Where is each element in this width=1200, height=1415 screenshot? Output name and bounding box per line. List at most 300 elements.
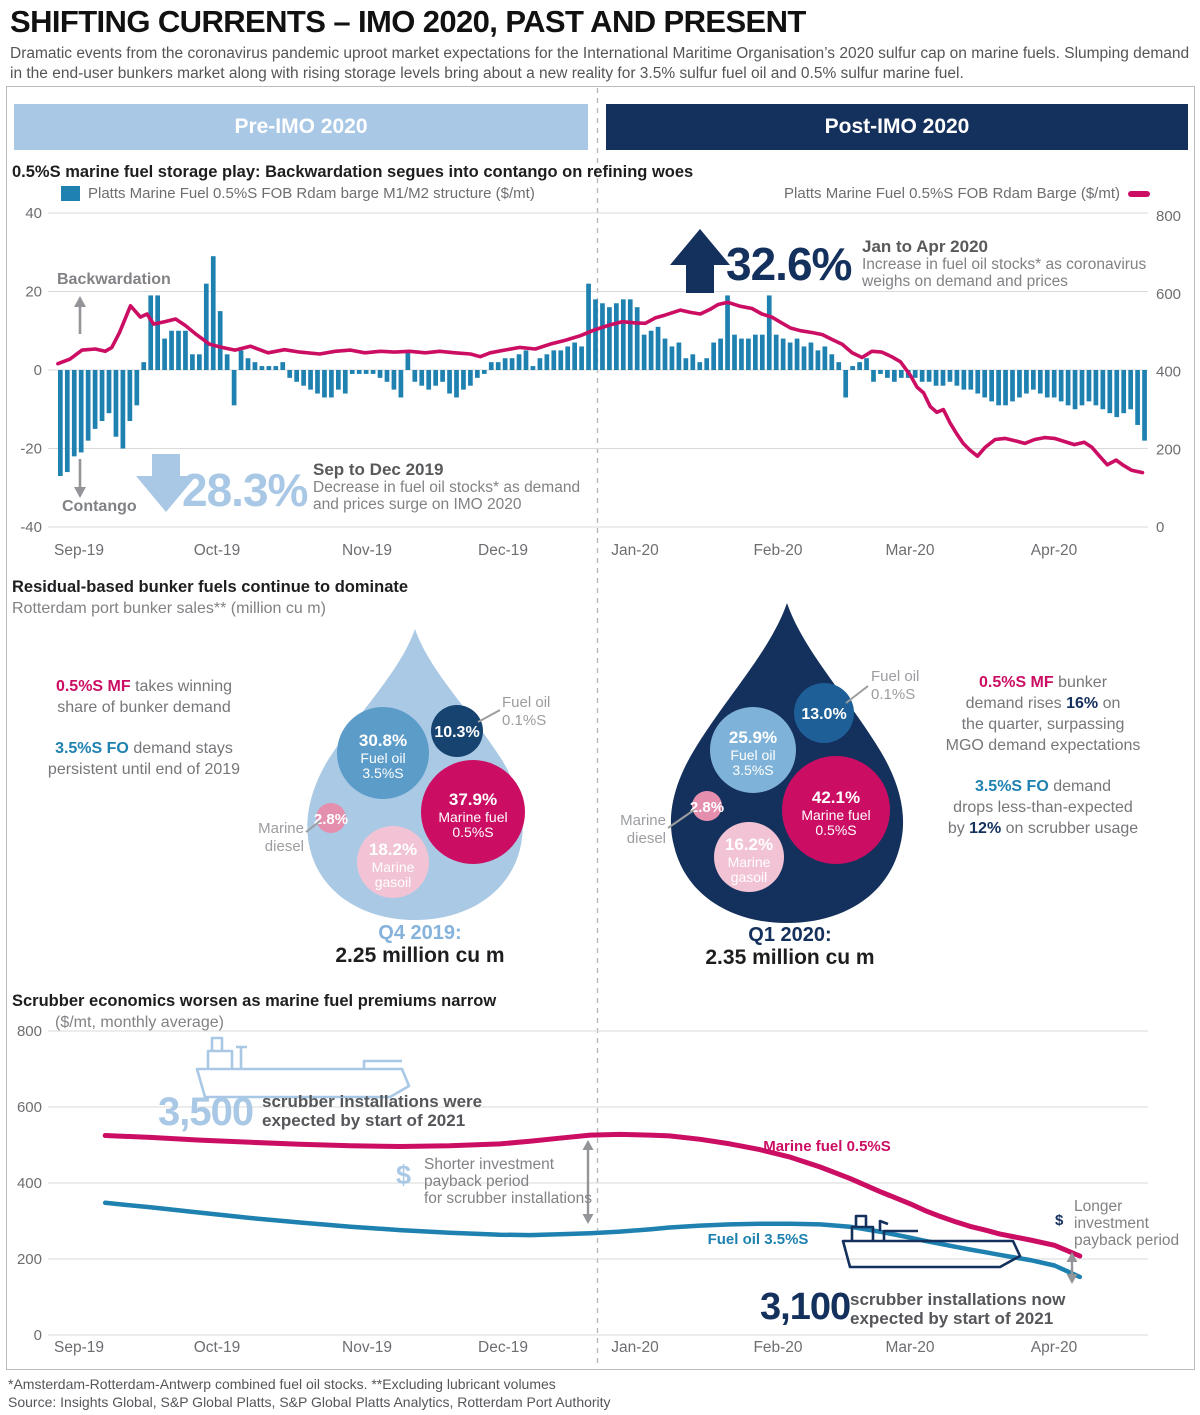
m1m2-structure-bar xyxy=(496,362,501,370)
m1m2-structure-bar xyxy=(204,284,209,370)
m1m2-structure-bar xyxy=(600,303,605,370)
scrubber-expected-line2: expected by start of 2021 xyxy=(262,1111,466,1130)
x-axis-month-label: Apr-20 xyxy=(1030,542,1078,559)
note-right-segment: MGO demand expectations xyxy=(945,737,1141,754)
era-banner-post-imo xyxy=(606,104,1188,150)
droplet-left-total: 2.25 million cu m xyxy=(335,944,505,967)
m1m2-structure-bar xyxy=(663,339,668,370)
m1m2-structure-bar xyxy=(1121,370,1126,413)
m1m2-structure-bar xyxy=(1101,370,1106,409)
callout-line: Fuel oil xyxy=(502,694,551,711)
x-axis-month-label: Apr-20 xyxy=(1030,1339,1078,1356)
m1m2-structure-bar xyxy=(350,370,355,374)
note-right-segment: drops less-than-expected xyxy=(953,799,1133,816)
bar-series-swatch-icon xyxy=(61,186,80,201)
bunker-notes-right xyxy=(930,672,1156,859)
m1m2-structure-bar xyxy=(871,370,876,382)
m1m2-structure-bar xyxy=(843,370,848,397)
note-right-segment: demand rises xyxy=(965,695,1067,712)
m1m2-structure-bar xyxy=(447,370,452,394)
droplet-right-period: Q1 2020: xyxy=(748,924,832,946)
callout-marine-diesel-left xyxy=(238,820,304,856)
callout-line: diesel xyxy=(264,838,304,855)
m1m2-structure-bar xyxy=(746,339,751,370)
scrubber-expected-line1: scrubber installations were xyxy=(262,1092,483,1111)
m1m2-structure-bar xyxy=(753,335,758,370)
y-axis-tick-left: -20 xyxy=(20,440,42,458)
m1m2-structure-bar xyxy=(739,339,744,370)
m1m2-structure-bar xyxy=(176,331,181,370)
m1m2-structure-bar xyxy=(72,370,77,456)
callout-line: Marine xyxy=(258,820,304,837)
y-axis-tick: 600 xyxy=(16,1099,42,1116)
x-axis-month-label: Dec-19 xyxy=(478,1339,528,1356)
y-axis-tick: 0 xyxy=(33,1327,42,1344)
scrubber-count-now: 3,100 xyxy=(760,1286,851,1328)
m1m2-structure-bar xyxy=(690,354,695,370)
x-axis-month-label: Feb-20 xyxy=(753,542,803,559)
shorter-payback-text xyxy=(424,1156,592,1207)
m1m2-structure-bar xyxy=(864,358,869,370)
m1m2-structure-bar xyxy=(503,358,508,370)
m1m2-structure-bar xyxy=(211,256,216,370)
chart2-title: Residual-based bunker fuels continue to dominate xyxy=(12,578,409,596)
bunker-droplets-chart xyxy=(306,603,903,923)
m1m2-structure-bar xyxy=(829,354,834,370)
chart2-subtitle: Rotterdam port bunker sales** (million cu m) xyxy=(12,600,326,617)
m1m2-structure-bar xyxy=(148,295,153,370)
note-right-segment: by xyxy=(947,820,970,837)
m1m2-structure-bar xyxy=(86,370,91,441)
note-left-paragraph-0 xyxy=(28,676,260,718)
m1m2-structure-bar xyxy=(524,350,529,370)
y-axis-tick: 200 xyxy=(16,1251,42,1268)
m1m2-structure-bar xyxy=(941,370,946,386)
increase-annotation-line2: weighs on demand and prices xyxy=(862,272,1068,290)
longer-payback-line2: investment xyxy=(1074,1215,1149,1232)
x-axis-month-label: Nov-19 xyxy=(342,1339,392,1356)
m1m2-structure-bar xyxy=(93,370,98,429)
m1m2-structure-bar xyxy=(301,370,306,386)
m1m2-structure-bar xyxy=(802,346,807,370)
m1m2-structure-bar xyxy=(732,335,737,370)
m1m2-structure-bar xyxy=(308,370,313,390)
y-axis-tick: 400 xyxy=(16,1175,42,1192)
decrease-annotation-head: Sep to Dec 2019 xyxy=(313,460,444,479)
era-banner-pre-label: Pre-IMO 2020 xyxy=(234,115,368,138)
m1m2-structure-bar xyxy=(378,370,383,378)
bubble-label-marine-diesel: 2.8% xyxy=(689,799,725,816)
m1m2-structure-bar xyxy=(357,370,362,374)
y-axis-tick: 800 xyxy=(16,1023,42,1040)
spread-arrow-icon xyxy=(583,1140,594,1150)
m1m2-structure-bar xyxy=(1045,370,1050,397)
note-right-segment: the quarter, surpassing xyxy=(961,716,1125,733)
line-series-swatch-icon xyxy=(1128,191,1150,197)
note-left-segment: demand stays xyxy=(128,740,233,757)
increase-percent-value: 32.6% xyxy=(726,238,852,290)
callout-line: 0.1%S xyxy=(502,712,547,729)
m1m2-structure-bar xyxy=(79,370,84,452)
callout-fuel-oil-01s-left xyxy=(502,694,550,730)
chart1-legend-bars-label: Platts Marine Fuel 0.5%S FOB Rdam barge M1/M2 structure ($/mt) xyxy=(88,185,535,202)
scrubber-now-line2: expected by start of 2021 xyxy=(850,1309,1054,1328)
increase-annotation-line1: Increase in fuel oil stocks* as coronavirus xyxy=(862,256,1147,273)
m1m2-structure-bar xyxy=(1114,370,1119,417)
note-left-segment: takes winning xyxy=(130,678,233,695)
m1m2-structure-bar xyxy=(1073,370,1078,409)
x-axis-month-label: Mar-20 xyxy=(885,1339,935,1356)
m1m2-structure-bar xyxy=(169,331,174,370)
note-right-segment: 0.5%S MF xyxy=(978,674,1054,691)
bubble-label-marine-gasoil: 16.2% Marine gasoil xyxy=(724,835,774,885)
m1m2-structure-bar xyxy=(635,307,640,370)
x-axis-month-label: Oct-19 xyxy=(193,1339,241,1356)
x-axis-month-label: Jan-20 xyxy=(611,542,659,559)
backwardation-arrow-icon xyxy=(74,296,86,307)
m1m2-structure-bar xyxy=(128,370,133,421)
m1m2-structure-bar xyxy=(1052,370,1057,397)
m1m2-structure-bar xyxy=(364,370,369,374)
scrubber-expected-text xyxy=(262,1092,482,1130)
m1m2-structure-bar xyxy=(371,370,376,374)
m1m2-structure-bar xyxy=(1059,370,1064,401)
longer-payback-line3: payback period xyxy=(1074,1232,1180,1249)
y-axis-tick-right: 400 xyxy=(1156,363,1182,381)
m1m2-structure-bar xyxy=(684,358,689,370)
m1m2-structure-bar xyxy=(107,370,112,413)
y-axis-tick-right: 800 xyxy=(1156,208,1182,225)
backwardation-label: Backwardation xyxy=(57,271,171,288)
m1m2-structure-bar xyxy=(558,350,563,370)
m1m2-structure-bar xyxy=(468,370,473,386)
m1m2-structure-bar xyxy=(315,370,320,394)
m1m2-structure-bar xyxy=(809,343,814,370)
m1m2-structure-bar xyxy=(968,370,973,390)
m1m2-structure-bar xyxy=(899,370,904,378)
note-right-segment: 16% xyxy=(1066,695,1099,712)
chart1-legend-bars xyxy=(61,185,535,202)
m1m2-structure-bar xyxy=(343,370,348,394)
bubble-label-marine-gasoil: 18.2% Marine gasoil xyxy=(368,840,418,890)
m1m2-structure-bar xyxy=(65,370,70,472)
m1m2-structure-bar xyxy=(1128,370,1133,409)
m1m2-structure-bar xyxy=(788,343,793,370)
m1m2-structure-bar xyxy=(628,299,633,370)
bubble-label-marine-fuel-0.5s: 42.1% Marine fuel 0.5%S xyxy=(801,788,871,838)
chart1-legend-line-label: Platts Marine Fuel 0.5%S FOB Rdam Barge ($/mt) xyxy=(784,185,1120,202)
note-right-segment: demand xyxy=(1048,778,1112,795)
m1m2-structure-bar xyxy=(1087,370,1092,401)
m1m2-structure-bar xyxy=(593,299,598,370)
bubble-label-fuel-oil-3.5s: 30.8% Fuel oil 3.5%S xyxy=(358,731,408,781)
m1m2-structure-bar xyxy=(614,303,619,370)
m1m2-structure-bar xyxy=(572,343,577,370)
m1m2-structure-bar xyxy=(1024,370,1029,394)
note-left-segment: share of bunker demand xyxy=(57,699,231,716)
note-right-segment: 12% xyxy=(969,820,1002,837)
m1m2-structure-bar xyxy=(649,331,654,370)
m1m2-structure-bar xyxy=(816,350,821,370)
note-right-paragraph-1 xyxy=(930,776,1156,839)
m1m2-structure-bar xyxy=(975,370,980,394)
note-left-segment: persistent until end of 2019 xyxy=(47,761,241,778)
page-subtitle: Dramatic events from the coronavirus pandemic uproot market expectations for the International Maritime Organisation’s 2020 sulfur cap on marine fuels. Slumping demand in the end-user bunkers market along with rising storage levels bring about a new reality for 3.5% sulfur fuel oil and 0.5% sulfur marine fuel. xyxy=(10,45,1190,82)
m1m2-structure-bar xyxy=(955,370,960,386)
cargo-ship-light-icon xyxy=(197,1038,409,1097)
m1m2-structure-bar xyxy=(982,370,987,397)
m1m2-structure-bar xyxy=(482,370,487,374)
m1m2-structure-bar xyxy=(718,339,723,370)
fuel-oil-line-label: Fuel oil 3.5%S xyxy=(707,1231,809,1248)
x-axis-month-label: Oct-19 xyxy=(193,542,241,559)
chart3-title: Scrubber economics worsen as marine fuel premiums narrow xyxy=(12,992,497,1010)
y-axis-tick-right: 0 xyxy=(1156,519,1165,536)
scrubber-now-line1: scrubber installations now xyxy=(850,1290,1066,1309)
m1m2-structure-bar xyxy=(565,346,570,370)
m1m2-structure-bar xyxy=(183,331,188,370)
m1m2-structure-bar xyxy=(134,370,139,405)
m1m2-structure-bar xyxy=(406,350,411,370)
m1m2-structure-bar xyxy=(475,370,480,378)
m1m2-structure-bar xyxy=(711,343,716,370)
m1m2-structure-bar xyxy=(412,370,417,382)
m1m2-structure-bar xyxy=(260,366,265,370)
m1m2-structure-bar xyxy=(426,370,431,390)
m1m2-structure-bar xyxy=(1142,370,1147,441)
callout-marine-diesel-right xyxy=(600,812,666,848)
m1m2-structure-bar xyxy=(579,346,584,370)
m1m2-structure-bar xyxy=(440,370,445,382)
m1m2-structure-bar xyxy=(927,370,932,382)
x-axis-month-label: Jan-20 xyxy=(611,1339,659,1356)
m1m2-structure-bar xyxy=(225,354,230,370)
y-axis-tick-left: 0 xyxy=(33,362,42,379)
bunker-notes-left xyxy=(28,676,260,800)
note-left-segment: 0.5%S MF xyxy=(55,678,131,695)
m1m2-structure-bar xyxy=(58,370,63,476)
decrease-percent-value: 28.3% xyxy=(182,464,308,516)
page-title: SHIFTING CURRENTS – IMO 2020, PAST AND PRESENT xyxy=(10,4,806,39)
m1m2-structure-bar xyxy=(162,339,167,370)
shorter-payback-line3: for scrubber installations xyxy=(424,1190,592,1207)
x-axis-month-label: Feb-20 xyxy=(753,1339,803,1356)
y-axis-tick-left: 40 xyxy=(25,205,42,222)
m1m2-structure-bar xyxy=(656,327,661,370)
decrease-annotation-line2: and prices surge on IMO 2020 xyxy=(313,495,522,513)
contango-arrow-icon xyxy=(74,487,86,498)
bubble-label-marine-fuel-0.5s: 37.9% Marine fuel 0.5%S xyxy=(438,790,508,840)
m1m2-structure-bar xyxy=(1094,370,1099,405)
m1m2-structure-bar xyxy=(190,354,195,370)
footnote: *Amsterdam-Rotterdam-Antwerp combined fuel oil stocks. **Excluding lubricant volumes xyxy=(8,1376,556,1392)
longer-payback-line1: Longer xyxy=(1074,1198,1123,1215)
m1m2-structure-bar xyxy=(1010,370,1015,401)
m1m2-structure-bar xyxy=(336,370,341,390)
m1m2-structure-bar xyxy=(461,370,466,390)
era-banner-post-label: Post-IMO 2020 xyxy=(824,115,970,138)
callout-connector-line xyxy=(846,686,868,703)
m1m2-structure-bar xyxy=(989,370,994,401)
droplet-right-total: 2.35 million cu m xyxy=(705,946,875,969)
m1m2-structure-bar xyxy=(781,339,786,370)
m1m2-structure-bar xyxy=(531,366,536,370)
callout-line: diesel xyxy=(626,830,666,847)
chart1-title: 0.5%S marine fuel storage play: Backwardation segues into contango on refining woes xyxy=(12,163,694,181)
x-axis-month-label: Nov-19 xyxy=(342,542,392,559)
m1m2-structure-bar xyxy=(677,343,682,370)
m1m2-structure-bar xyxy=(836,362,841,370)
bubble-label-fuel-oil-0.1s: 13.0% xyxy=(801,706,847,723)
m1m2-structure-bar xyxy=(913,370,918,378)
m1m2-structure-bar xyxy=(329,370,334,397)
m1m2-structure-bar xyxy=(795,339,800,370)
m1m2-structure-bar xyxy=(197,354,202,370)
bubble-label-fuel-oil-3.5s: 25.9% Fuel oil 3.5%S xyxy=(728,728,778,778)
note-left-segment: 3.5%S FO xyxy=(55,740,129,757)
m1m2-structure-bar xyxy=(823,346,828,370)
callout-line: Fuel oil xyxy=(871,668,920,685)
m1m2-structure-bar xyxy=(280,362,285,370)
marine-fuel-line-label: Marine fuel 0.5%S xyxy=(763,1138,891,1155)
x-axis-month-label: Sep-19 xyxy=(54,542,104,559)
note-right-segment: on xyxy=(1098,695,1121,712)
m1m2-structure-bar xyxy=(239,350,244,370)
m1m2-structure-bar xyxy=(920,370,925,382)
bubble-label-marine-diesel: 2.8% xyxy=(313,811,349,828)
dollar-icon-shorter: $ xyxy=(396,1160,412,1190)
bubble-label-fuel-oil-0.1s: 10.3% xyxy=(434,724,480,741)
dollar-icon-longer: $ xyxy=(1055,1212,1064,1229)
m1m2-structure-bar xyxy=(433,370,438,386)
y-axis-tick-left: -40 xyxy=(20,519,42,536)
m1m2-structure-bar xyxy=(273,366,278,370)
longer-payback-text xyxy=(1074,1198,1179,1249)
m1m2-structure-bar xyxy=(385,370,390,382)
note-right-segment: bunker xyxy=(1053,674,1108,691)
m1m2-structure-bar xyxy=(232,370,237,405)
y-axis-tick-right: 200 xyxy=(1156,441,1182,459)
m1m2-structure-bar xyxy=(885,370,890,378)
increase-annotation-head: Jan to Apr 2020 xyxy=(862,237,988,256)
m1m2-structure-bar xyxy=(621,299,626,370)
m1m2-structure-bar xyxy=(392,370,397,390)
m1m2-structure-bar xyxy=(1135,370,1140,425)
m1m2-structure-bar xyxy=(996,370,1001,405)
m1m2-structure-bar xyxy=(141,362,146,370)
note-right-segment: on scrubber usage xyxy=(1001,820,1139,837)
note-right-segment: 3.5%S FO xyxy=(974,778,1049,795)
note-left-paragraph-1 xyxy=(28,738,260,780)
m1m2-structure-bar xyxy=(253,362,258,370)
m1m2-structure-bar xyxy=(767,295,772,370)
m1m2-structure-bar xyxy=(774,335,779,370)
m1m2-structure-bar xyxy=(857,362,862,370)
m1m2-structure-bar xyxy=(760,335,765,370)
x-axis-month-label: Dec-19 xyxy=(478,542,528,559)
increase-annotation-body xyxy=(862,257,1146,290)
price-line-marine-fuel-05s xyxy=(105,1134,1080,1256)
m1m2-structure-bar xyxy=(489,362,494,370)
m1m2-structure-bar xyxy=(962,370,967,390)
m1m2-structure-bar xyxy=(155,295,160,370)
m1m2-structure-bar xyxy=(850,366,855,370)
m1m2-structure-bar xyxy=(510,358,515,370)
y-axis-tick-left: 20 xyxy=(25,283,42,301)
callout-line: Marine xyxy=(620,812,666,829)
m1m2-structure-bar xyxy=(267,366,272,370)
decrease-annotation-line1: Decrease in fuel oil stocks* as demand xyxy=(313,479,581,496)
m1m2-structure-bar xyxy=(1080,370,1085,405)
m1m2-structure-bar xyxy=(551,350,556,370)
m1m2-structure-bar xyxy=(538,358,543,370)
m1m2-structure-bar xyxy=(1107,370,1112,413)
m1m2-structure-bar xyxy=(1031,370,1036,390)
m1m2-structure-bar xyxy=(218,311,223,370)
m1m2-structure-bar xyxy=(419,370,424,386)
y-axis-tick-right: 600 xyxy=(1156,285,1182,303)
m1m2-structure-bar xyxy=(399,370,404,397)
m1m2-structure-bar xyxy=(1017,370,1022,397)
x-axis-month-label: Mar-20 xyxy=(885,542,935,559)
callout-line: 0.1%S xyxy=(871,686,916,703)
contango-label: Contango xyxy=(62,498,137,515)
m1m2-structure-bar xyxy=(545,354,550,370)
x-axis-month-label: Sep-19 xyxy=(54,1339,104,1356)
m1m2-structure-bar xyxy=(878,370,883,374)
chart3-subtitle: ($/mt, monthly average) xyxy=(55,1014,224,1031)
m1m2-structure-bar xyxy=(892,370,897,382)
droplet-left-period: Q4 2019: xyxy=(378,922,462,944)
m1m2-structure-bar xyxy=(1038,370,1043,394)
m1m2-structure-bar xyxy=(642,335,647,370)
m1m2-structure-bar xyxy=(948,370,953,382)
m1m2-structure-bar xyxy=(586,284,591,370)
m1m2-structure-bar xyxy=(704,358,709,370)
scrubber-now-text xyxy=(850,1290,1065,1328)
m1m2-structure-bar xyxy=(114,370,119,437)
m1m2-structure-bar xyxy=(322,370,327,397)
callout-connector-line xyxy=(478,710,500,722)
droplet-right xyxy=(671,603,903,923)
decrease-annotation-body xyxy=(313,480,580,513)
shorter-payback-line1: Shorter investment xyxy=(424,1156,555,1173)
callout-fuel-oil-01s-right xyxy=(871,668,919,704)
up-block-arrow-icon xyxy=(670,229,730,293)
shorter-payback-line2: payback period xyxy=(424,1173,530,1190)
droplet-left xyxy=(307,629,525,920)
m1m2-structure-bar xyxy=(517,354,522,370)
chart1-legend-line xyxy=(784,185,1150,202)
m1m2-structure-bar xyxy=(454,370,459,397)
m1m2-structure-bar xyxy=(1003,370,1008,405)
era-banner-pre-imo xyxy=(14,104,588,150)
spread-arrow-icon xyxy=(583,1214,594,1224)
scrubber-count-expected: 3,500 xyxy=(158,1090,254,1134)
m1m2-structure-bar xyxy=(1066,370,1071,405)
source-line: Source: Insights Global, S&P Global Platts, S&P Global Platts Analytics, Rotterdam Port Authority xyxy=(8,1394,611,1410)
note-right-paragraph-0 xyxy=(930,672,1156,756)
m1m2-structure-bar xyxy=(697,362,702,370)
m1m2-structure-bar xyxy=(246,358,251,370)
m1m2-structure-bar xyxy=(294,370,299,382)
m1m2-structure-bar xyxy=(670,346,675,370)
payback-arrow-icon xyxy=(1067,1274,1078,1284)
m1m2-structure-bar xyxy=(725,295,730,370)
m1m2-structure-bar xyxy=(100,370,105,421)
m1m2-structure-bar xyxy=(121,370,126,449)
m1m2-structure-bar xyxy=(287,370,292,378)
